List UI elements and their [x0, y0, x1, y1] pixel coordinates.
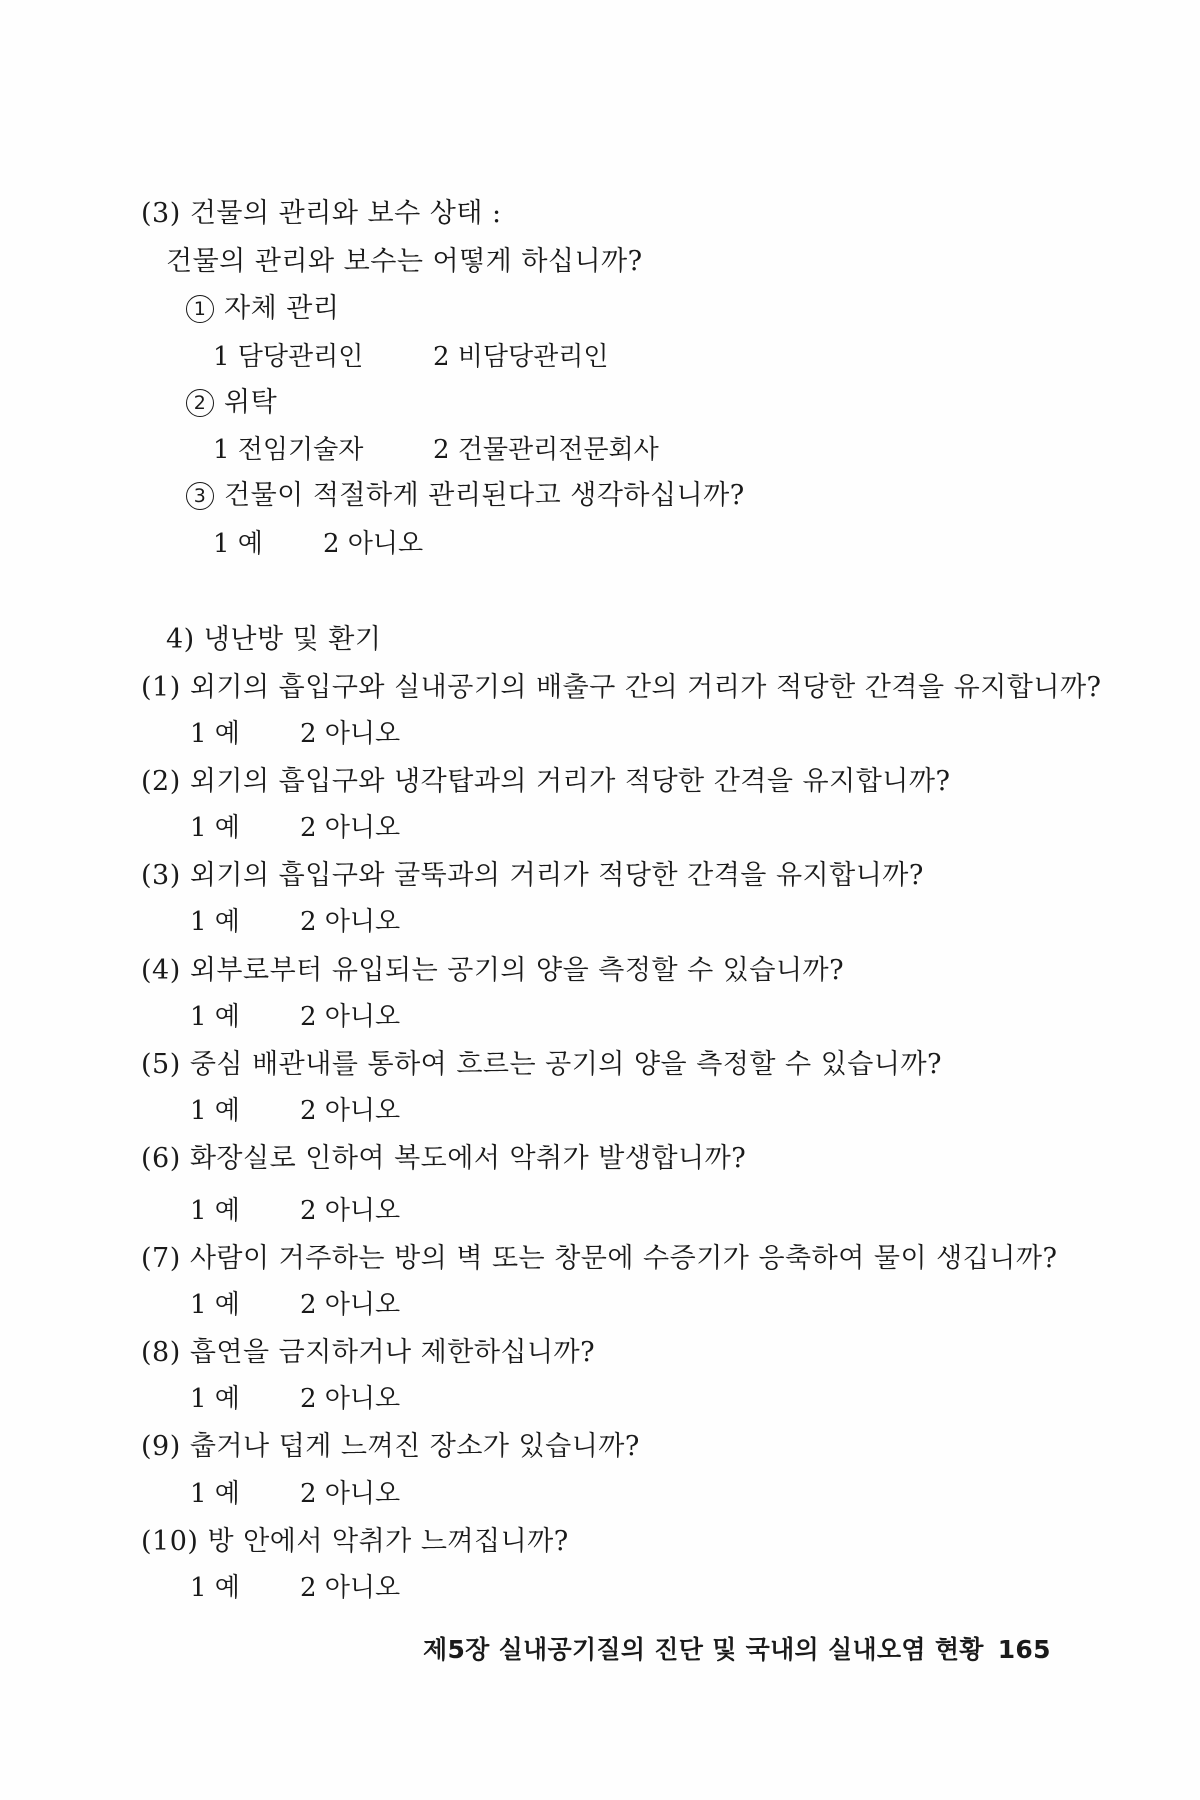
item-1-label: 자체 관리 — [224, 293, 340, 324]
item-2-option-b: 2 건물관리전문회사 — [433, 435, 659, 465]
item-3-label-row — [186, 478, 745, 514]
item-3-options — [213, 526, 423, 562]
item-3-option-yes: 1 예 — [213, 529, 263, 559]
item-1-option-b: 2 비담당관리인 — [433, 342, 609, 372]
page-footer — [423, 1633, 1051, 1667]
item-2-option-a: 1 전임기술자 — [213, 435, 364, 465]
chapter-title: 제5장 실내공기질의 진단 및 국내의 실내오염 현황 — [423, 1635, 984, 1664]
question-3-answers — [190, 904, 400, 940]
question-5-yes: 1 예 — [190, 1096, 240, 1126]
question-3-no: 2 아니오 — [300, 907, 401, 937]
question-9-no: 2 아니오 — [300, 1479, 401, 1509]
question-2-answers — [190, 810, 400, 846]
item-1-options — [213, 339, 609, 375]
question-5-no: 2 아니오 — [300, 1096, 401, 1126]
question-4: (4) 외부로부터 유입되는 공기의 양을 측정할 수 있습니까? — [141, 955, 845, 986]
section-3-question: 건물의 관리와 보수는 어떻게 하십니까? — [166, 246, 643, 277]
circled-number-1: 1 — [186, 295, 214, 323]
question-8-answers — [190, 1381, 400, 1417]
question-1-yes: 1 예 — [190, 719, 240, 749]
question-1-no: 2 아니오 — [300, 719, 401, 749]
section-3-heading: (3) 건물의 관리와 보수 상태 : — [141, 198, 502, 229]
question-2-yes: 1 예 — [190, 813, 240, 843]
question-3: (3) 외기의 흡입구와 굴뚝과의 거리가 적당한 간격을 유지합니까? — [141, 860, 924, 891]
item-2-label: 위탁 — [224, 387, 278, 418]
question-7: (7) 사람이 거주하는 방의 벽 또는 창문에 수증기가 응축하여 물이 생깁니까? — [141, 1243, 1058, 1274]
question-10-yes: 1 예 — [190, 1573, 240, 1603]
question-10: (10) 방 안에서 악취가 느껴집니까? — [141, 1526, 569, 1557]
section-4-heading: 4) 냉난방 및 환기 — [166, 624, 382, 655]
question-8-yes: 1 예 — [190, 1384, 240, 1414]
question-8: (8) 흡연을 금지하거나 제한하십니까? — [141, 1337, 596, 1368]
question-9-answers — [190, 1476, 400, 1512]
question-4-no: 2 아니오 — [300, 1002, 401, 1032]
question-7-no: 2 아니오 — [300, 1290, 401, 1320]
question-8-no: 2 아니오 — [300, 1384, 401, 1414]
question-6: (6) 화장실로 인하여 복도에서 악취가 발생합니까? — [141, 1143, 747, 1174]
question-7-answers — [190, 1287, 400, 1323]
question-10-no: 2 아니오 — [300, 1573, 401, 1603]
question-3-yes: 1 예 — [190, 907, 240, 937]
question-5-answers — [190, 1093, 400, 1129]
item-1-option-a: 1 담당관리인 — [213, 342, 364, 372]
question-6-yes: 1 예 — [190, 1196, 240, 1226]
question-2-no: 2 아니오 — [300, 813, 401, 843]
item-2-options — [213, 432, 659, 468]
page-number: 165 — [997, 1635, 1051, 1664]
question-2: (2) 외기의 흡입구와 냉각탑과의 거리가 적당한 간격을 유지합니까? — [141, 766, 951, 797]
question-9: (9) 춥거나 덥게 느껴진 장소가 있습니까? — [141, 1431, 640, 1462]
circled-number-3: 3 — [186, 482, 214, 510]
question-5: (5) 중심 배관내를 통하여 흐르는 공기의 양을 측정할 수 있습니까? — [141, 1049, 943, 1080]
question-1: (1) 외기의 흡입구와 실내공기의 배출구 간의 거리가 적당한 간격을 유지합니까? — [141, 672, 1102, 703]
circled-number-2: 2 — [186, 389, 214, 417]
question-6-answers — [190, 1193, 400, 1229]
question-4-yes: 1 예 — [190, 1002, 240, 1032]
question-6-no: 2 아니오 — [300, 1196, 401, 1226]
item-2-label-row — [186, 385, 277, 421]
question-4-answers — [190, 999, 400, 1035]
item-3-label: 건물이 적절하게 관리된다고 생각하십니까? — [224, 480, 745, 511]
item-1-label-row — [186, 291, 339, 327]
question-1-answers — [190, 716, 400, 752]
item-3-option-no: 2 아니오 — [323, 529, 424, 559]
question-7-yes: 1 예 — [190, 1290, 240, 1320]
question-9-yes: 1 예 — [190, 1479, 240, 1509]
question-10-answers — [190, 1570, 400, 1606]
